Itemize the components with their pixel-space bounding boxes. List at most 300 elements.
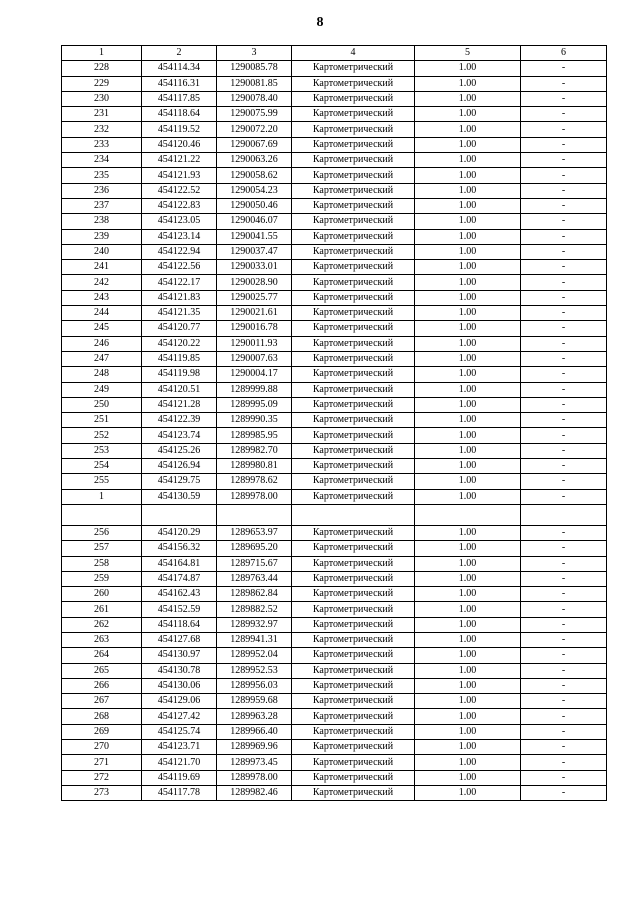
method-cell: Картометрический bbox=[292, 306, 415, 321]
accuracy-cell bbox=[415, 504, 521, 525]
point-number-cell: 234 bbox=[62, 153, 142, 168]
header-row bbox=[62, 46, 607, 61]
method-cell: Картометрический bbox=[292, 397, 415, 412]
point-number-cell: 251 bbox=[62, 413, 142, 428]
method-cell: Картометрический bbox=[292, 459, 415, 474]
point-number-cell: 237 bbox=[62, 198, 142, 213]
accuracy-cell: 1.00 bbox=[415, 244, 521, 259]
x-coordinate-cell: 454121.83 bbox=[142, 290, 217, 305]
table-row bbox=[62, 571, 607, 586]
point-number-cell: 244 bbox=[62, 306, 142, 321]
accuracy-cell: 1.00 bbox=[415, 459, 521, 474]
method-cell: Картометрический bbox=[292, 428, 415, 443]
method-cell: Картометрический bbox=[292, 602, 415, 617]
note-cell: - bbox=[521, 275, 607, 290]
note-cell: - bbox=[521, 122, 607, 137]
point-number-cell: 260 bbox=[62, 587, 142, 602]
note-cell: - bbox=[521, 556, 607, 571]
note-cell: - bbox=[521, 183, 607, 198]
note-cell: - bbox=[521, 76, 607, 91]
table-row bbox=[62, 428, 607, 443]
point-number-cell: 254 bbox=[62, 459, 142, 474]
y-coordinate-cell: 1289978.00 bbox=[217, 770, 292, 785]
note-cell: - bbox=[521, 367, 607, 382]
x-coordinate-cell: 454121.35 bbox=[142, 306, 217, 321]
x-coordinate-cell: 454123.71 bbox=[142, 740, 217, 755]
x-coordinate-cell: 454129.06 bbox=[142, 694, 217, 709]
note-cell: - bbox=[521, 663, 607, 678]
y-coordinate-cell: 1290085.78 bbox=[217, 61, 292, 76]
x-coordinate-cell: 454152.59 bbox=[142, 602, 217, 617]
point-number-cell: 263 bbox=[62, 632, 142, 647]
header-cell-col-4: 4 bbox=[292, 46, 415, 61]
y-coordinate-cell: 1289695.20 bbox=[217, 541, 292, 556]
table-row bbox=[62, 351, 607, 366]
accuracy-cell: 1.00 bbox=[415, 587, 521, 602]
accuracy-cell: 1.00 bbox=[415, 443, 521, 458]
x-coordinate-cell: 454156.32 bbox=[142, 541, 217, 556]
accuracy-cell: 1.00 bbox=[415, 198, 521, 213]
table-row bbox=[62, 556, 607, 571]
x-coordinate-cell: 454122.94 bbox=[142, 244, 217, 259]
table-row bbox=[62, 336, 607, 351]
accuracy-cell: 1.00 bbox=[415, 183, 521, 198]
point-number-cell: 247 bbox=[62, 351, 142, 366]
table-row bbox=[62, 244, 607, 259]
accuracy-cell: 1.00 bbox=[415, 413, 521, 428]
table-row bbox=[62, 694, 607, 709]
y-coordinate-cell: 1289973.45 bbox=[217, 755, 292, 770]
method-cell: Картометрический bbox=[292, 336, 415, 351]
accuracy-cell: 1.00 bbox=[415, 214, 521, 229]
note-cell: - bbox=[521, 137, 607, 152]
x-coordinate-cell: 454130.06 bbox=[142, 678, 217, 693]
y-coordinate-cell: 1290072.20 bbox=[217, 122, 292, 137]
page-number: 8 bbox=[316, 15, 324, 30]
table-header bbox=[62, 46, 607, 61]
y-coordinate-cell: 1290021.61 bbox=[217, 306, 292, 321]
x-coordinate-cell: 454123.14 bbox=[142, 229, 217, 244]
accuracy-cell: 1.00 bbox=[415, 275, 521, 290]
method-cell: Картометрический bbox=[292, 382, 415, 397]
note-cell: - bbox=[521, 694, 607, 709]
table-row bbox=[62, 290, 607, 305]
y-coordinate-cell: 1289995.09 bbox=[217, 397, 292, 412]
table-row bbox=[62, 122, 607, 137]
table-row bbox=[62, 459, 607, 474]
method-cell: Картометрический bbox=[292, 587, 415, 602]
method-cell: Картометрический bbox=[292, 321, 415, 336]
note-cell: - bbox=[521, 571, 607, 586]
y-coordinate-cell: 1290004.17 bbox=[217, 367, 292, 382]
table-row bbox=[62, 367, 607, 382]
method-cell: Картометрический bbox=[292, 571, 415, 586]
point-number-cell: 231 bbox=[62, 107, 142, 122]
note-cell: - bbox=[521, 474, 607, 489]
point-number-cell: 249 bbox=[62, 382, 142, 397]
y-coordinate-cell: 1290078.40 bbox=[217, 91, 292, 106]
accuracy-cell: 1.00 bbox=[415, 785, 521, 800]
table-row bbox=[62, 91, 607, 106]
y-coordinate-cell: 1290063.26 bbox=[217, 153, 292, 168]
accuracy-cell: 1.00 bbox=[415, 632, 521, 647]
y-coordinate-cell: 1289862.84 bbox=[217, 587, 292, 602]
point-number-cell: 257 bbox=[62, 541, 142, 556]
point-number-cell: 265 bbox=[62, 663, 142, 678]
y-coordinate-cell: 1289959.68 bbox=[217, 694, 292, 709]
accuracy-cell: 1.00 bbox=[415, 367, 521, 382]
x-coordinate-cell: 454127.42 bbox=[142, 709, 217, 724]
method-cell: Картометрический bbox=[292, 153, 415, 168]
y-coordinate-cell: 1290050.46 bbox=[217, 198, 292, 213]
x-coordinate-cell: 454127.68 bbox=[142, 632, 217, 647]
table-row bbox=[62, 321, 607, 336]
method-cell: Картометрический bbox=[292, 663, 415, 678]
table-row bbox=[62, 443, 607, 458]
method-cell: Картометрический bbox=[292, 351, 415, 366]
table-row bbox=[62, 260, 607, 275]
y-coordinate-cell: 1290067.69 bbox=[217, 137, 292, 152]
x-coordinate-cell bbox=[142, 504, 217, 525]
header-cell-col-2: 2 bbox=[142, 46, 217, 61]
note-cell: - bbox=[521, 336, 607, 351]
point-number-cell: 245 bbox=[62, 321, 142, 336]
note-cell: - bbox=[521, 214, 607, 229]
method-cell: Картометрический bbox=[292, 168, 415, 183]
x-coordinate-cell: 454117.85 bbox=[142, 91, 217, 106]
note-cell: - bbox=[521, 602, 607, 617]
table-row bbox=[62, 168, 607, 183]
accuracy-cell: 1.00 bbox=[415, 260, 521, 275]
x-coordinate-cell: 454174.87 bbox=[142, 571, 217, 586]
accuracy-cell: 1.00 bbox=[415, 397, 521, 412]
note-cell: - bbox=[521, 740, 607, 755]
point-number-cell: 273 bbox=[62, 785, 142, 800]
point-number-cell: 233 bbox=[62, 137, 142, 152]
y-coordinate-cell: 1289982.46 bbox=[217, 785, 292, 800]
accuracy-cell: 1.00 bbox=[415, 306, 521, 321]
method-cell: Картометрический bbox=[292, 694, 415, 709]
accuracy-cell: 1.00 bbox=[415, 678, 521, 693]
point-number-cell bbox=[62, 504, 142, 525]
y-coordinate-cell: 1290075.99 bbox=[217, 107, 292, 122]
point-number-cell: 228 bbox=[62, 61, 142, 76]
note-cell: - bbox=[521, 489, 607, 504]
note-cell: - bbox=[521, 168, 607, 183]
y-coordinate-cell: 1289941.31 bbox=[217, 632, 292, 647]
point-number-cell: 268 bbox=[62, 709, 142, 724]
y-coordinate-cell: 1290081.85 bbox=[217, 76, 292, 91]
accuracy-cell: 1.00 bbox=[415, 351, 521, 366]
accuracy-cell: 1.00 bbox=[415, 755, 521, 770]
y-coordinate-cell: 1290041.55 bbox=[217, 229, 292, 244]
point-number-cell: 270 bbox=[62, 740, 142, 755]
separator-row bbox=[62, 504, 607, 525]
x-coordinate-cell: 454121.70 bbox=[142, 755, 217, 770]
accuracy-cell: 1.00 bbox=[415, 541, 521, 556]
accuracy-cell: 1.00 bbox=[415, 153, 521, 168]
method-cell: Картометрический bbox=[292, 541, 415, 556]
table-row bbox=[62, 413, 607, 428]
note-cell: - bbox=[521, 632, 607, 647]
accuracy-cell: 1.00 bbox=[415, 770, 521, 785]
method-cell: Картометрический bbox=[292, 107, 415, 122]
method-cell: Картометрический bbox=[292, 709, 415, 724]
method-cell: Картометрический bbox=[292, 91, 415, 106]
y-coordinate-cell: 1289763.44 bbox=[217, 571, 292, 586]
point-number-cell: 269 bbox=[62, 724, 142, 739]
note-cell: - bbox=[521, 724, 607, 739]
y-coordinate-cell: 1289978.62 bbox=[217, 474, 292, 489]
table-row bbox=[62, 275, 607, 290]
x-coordinate-cell: 454120.29 bbox=[142, 525, 217, 540]
note-cell: - bbox=[521, 755, 607, 770]
table-row bbox=[62, 183, 607, 198]
x-coordinate-cell: 454164.81 bbox=[142, 556, 217, 571]
method-cell: Картометрический bbox=[292, 214, 415, 229]
note-cell: - bbox=[521, 428, 607, 443]
x-coordinate-cell: 454119.69 bbox=[142, 770, 217, 785]
x-coordinate-cell: 454130.97 bbox=[142, 648, 217, 663]
method-cell: Картометрический bbox=[292, 724, 415, 739]
x-coordinate-cell: 454120.77 bbox=[142, 321, 217, 336]
note-cell: - bbox=[521, 587, 607, 602]
table-row bbox=[62, 107, 607, 122]
accuracy-cell: 1.00 bbox=[415, 107, 521, 122]
header-cell-col-3: 3 bbox=[217, 46, 292, 61]
table-row bbox=[62, 525, 607, 540]
method-cell: Картометрический bbox=[292, 367, 415, 382]
y-coordinate-cell: 1290033.01 bbox=[217, 260, 292, 275]
method-cell: Картометрический bbox=[292, 198, 415, 213]
note-cell: - bbox=[521, 306, 607, 321]
point-number-cell: 1 bbox=[62, 489, 142, 504]
note-cell: - bbox=[521, 260, 607, 275]
method-cell: Картометрический bbox=[292, 122, 415, 137]
note-cell bbox=[521, 504, 607, 525]
method-cell: Картометрический bbox=[292, 275, 415, 290]
x-coordinate-cell: 454125.74 bbox=[142, 724, 217, 739]
method-cell: Картометрический bbox=[292, 678, 415, 693]
x-coordinate-cell: 454120.46 bbox=[142, 137, 217, 152]
note-cell: - bbox=[521, 153, 607, 168]
note-cell: - bbox=[521, 91, 607, 106]
table-row bbox=[62, 397, 607, 412]
x-coordinate-cell: 454119.98 bbox=[142, 367, 217, 382]
accuracy-cell: 1.00 bbox=[415, 137, 521, 152]
accuracy-cell: 1.00 bbox=[415, 740, 521, 755]
table-body bbox=[62, 61, 607, 801]
note-cell: - bbox=[521, 198, 607, 213]
accuracy-cell: 1.00 bbox=[415, 648, 521, 663]
method-cell: Картометрический bbox=[292, 76, 415, 91]
accuracy-cell: 1.00 bbox=[415, 122, 521, 137]
point-number-cell: 243 bbox=[62, 290, 142, 305]
table-row bbox=[62, 740, 607, 755]
method-cell: Картометрический bbox=[292, 785, 415, 800]
point-number-cell: 238 bbox=[62, 214, 142, 229]
y-coordinate-cell bbox=[217, 504, 292, 525]
x-coordinate-cell: 454122.52 bbox=[142, 183, 217, 198]
point-number-cell: 242 bbox=[62, 275, 142, 290]
note-cell: - bbox=[521, 541, 607, 556]
point-number-cell: 255 bbox=[62, 474, 142, 489]
y-coordinate-cell: 1289952.53 bbox=[217, 663, 292, 678]
x-coordinate-cell: 454130.59 bbox=[142, 489, 217, 504]
table-row bbox=[62, 709, 607, 724]
note-cell: - bbox=[521, 443, 607, 458]
table-row bbox=[62, 541, 607, 556]
y-coordinate-cell: 1289969.96 bbox=[217, 740, 292, 755]
note-cell: - bbox=[521, 351, 607, 366]
table-row bbox=[62, 785, 607, 800]
x-coordinate-cell: 454121.22 bbox=[142, 153, 217, 168]
method-cell: Картометрический bbox=[292, 244, 415, 259]
x-coordinate-cell: 454122.39 bbox=[142, 413, 217, 428]
y-coordinate-cell: 1289985.95 bbox=[217, 428, 292, 443]
y-coordinate-cell: 1289952.04 bbox=[217, 648, 292, 663]
accuracy-cell: 1.00 bbox=[415, 382, 521, 397]
method-cell: Картометрический bbox=[292, 290, 415, 305]
table-row bbox=[62, 229, 607, 244]
table-row bbox=[62, 61, 607, 76]
note-cell: - bbox=[521, 785, 607, 800]
method-cell: Картометрический bbox=[292, 755, 415, 770]
accuracy-cell: 1.00 bbox=[415, 694, 521, 709]
y-coordinate-cell: 1289999.88 bbox=[217, 382, 292, 397]
point-number-cell: 256 bbox=[62, 525, 142, 540]
table-row bbox=[62, 489, 607, 504]
table-row bbox=[62, 770, 607, 785]
x-coordinate-cell: 454117.78 bbox=[142, 785, 217, 800]
point-number-cell: 267 bbox=[62, 694, 142, 709]
method-cell: Картометрический bbox=[292, 556, 415, 571]
accuracy-cell: 1.00 bbox=[415, 168, 521, 183]
accuracy-cell: 1.00 bbox=[415, 91, 521, 106]
y-coordinate-cell: 1290037.47 bbox=[217, 244, 292, 259]
point-number-cell: 241 bbox=[62, 260, 142, 275]
x-coordinate-cell: 454120.22 bbox=[142, 336, 217, 351]
note-cell: - bbox=[521, 459, 607, 474]
accuracy-cell: 1.00 bbox=[415, 489, 521, 504]
accuracy-cell: 1.00 bbox=[415, 474, 521, 489]
accuracy-cell: 1.00 bbox=[415, 290, 521, 305]
x-coordinate-cell: 454122.83 bbox=[142, 198, 217, 213]
table-row bbox=[62, 382, 607, 397]
point-number-cell: 236 bbox=[62, 183, 142, 198]
x-coordinate-cell: 454116.31 bbox=[142, 76, 217, 91]
point-number-cell: 230 bbox=[62, 91, 142, 106]
accuracy-cell: 1.00 bbox=[415, 709, 521, 724]
accuracy-cell: 1.00 bbox=[415, 617, 521, 632]
table-row bbox=[62, 617, 607, 632]
x-coordinate-cell: 454121.28 bbox=[142, 397, 217, 412]
x-coordinate-cell: 454129.75 bbox=[142, 474, 217, 489]
table-row bbox=[62, 663, 607, 678]
y-coordinate-cell: 1289932.97 bbox=[217, 617, 292, 632]
method-cell: Картометрический bbox=[292, 474, 415, 489]
table-row bbox=[62, 474, 607, 489]
coordinates-table bbox=[61, 45, 607, 801]
note-cell: - bbox=[521, 678, 607, 693]
point-number-cell: 261 bbox=[62, 602, 142, 617]
accuracy-cell: 1.00 bbox=[415, 76, 521, 91]
y-coordinate-cell: 1289653.97 bbox=[217, 525, 292, 540]
y-coordinate-cell: 1290054.23 bbox=[217, 183, 292, 198]
y-coordinate-cell: 1289978.00 bbox=[217, 489, 292, 504]
accuracy-cell: 1.00 bbox=[415, 61, 521, 76]
method-cell: Картометрический bbox=[292, 137, 415, 152]
x-coordinate-cell: 454126.94 bbox=[142, 459, 217, 474]
note-cell: - bbox=[521, 709, 607, 724]
y-coordinate-cell: 1290011.93 bbox=[217, 336, 292, 351]
note-cell: - bbox=[521, 648, 607, 663]
y-coordinate-cell: 1289882.52 bbox=[217, 602, 292, 617]
note-cell: - bbox=[521, 107, 607, 122]
method-cell: Картометрический bbox=[292, 183, 415, 198]
method-cell: Картометрический bbox=[292, 648, 415, 663]
point-number-cell: 229 bbox=[62, 76, 142, 91]
table-row bbox=[62, 198, 607, 213]
x-coordinate-cell: 454120.51 bbox=[142, 382, 217, 397]
note-cell: - bbox=[521, 244, 607, 259]
x-coordinate-cell: 454114.34 bbox=[142, 61, 217, 76]
note-cell: - bbox=[521, 413, 607, 428]
y-coordinate-cell: 1290007.63 bbox=[217, 351, 292, 366]
point-number-cell: 232 bbox=[62, 122, 142, 137]
accuracy-cell: 1.00 bbox=[415, 602, 521, 617]
point-number-cell: 253 bbox=[62, 443, 142, 458]
x-coordinate-cell: 454123.74 bbox=[142, 428, 217, 443]
method-cell: Картометрический bbox=[292, 489, 415, 504]
method-cell: Картометрический bbox=[292, 413, 415, 428]
method-cell: Картометрический bbox=[292, 229, 415, 244]
point-number-cell: 239 bbox=[62, 229, 142, 244]
note-cell: - bbox=[521, 770, 607, 785]
table-row bbox=[62, 648, 607, 663]
note-cell: - bbox=[521, 617, 607, 632]
method-cell: Картометрический bbox=[292, 617, 415, 632]
accuracy-cell: 1.00 bbox=[415, 571, 521, 586]
table-row bbox=[62, 306, 607, 321]
note-cell: - bbox=[521, 397, 607, 412]
method-cell bbox=[292, 504, 415, 525]
x-coordinate-cell: 454118.64 bbox=[142, 107, 217, 122]
y-coordinate-cell: 1290046.07 bbox=[217, 214, 292, 229]
method-cell: Картометрический bbox=[292, 770, 415, 785]
note-cell: - bbox=[521, 382, 607, 397]
y-coordinate-cell: 1290028.90 bbox=[217, 275, 292, 290]
table-row bbox=[62, 587, 607, 602]
header-cell-col-1: 1 bbox=[62, 46, 142, 61]
x-coordinate-cell: 454121.93 bbox=[142, 168, 217, 183]
point-number-cell: 252 bbox=[62, 428, 142, 443]
y-coordinate-cell: 1290058.62 bbox=[217, 168, 292, 183]
point-number-cell: 259 bbox=[62, 571, 142, 586]
header-cell-col-5: 5 bbox=[415, 46, 521, 61]
point-number-cell: 264 bbox=[62, 648, 142, 663]
x-coordinate-cell: 454122.17 bbox=[142, 275, 217, 290]
point-number-cell: 240 bbox=[62, 244, 142, 259]
y-coordinate-cell: 1289963.28 bbox=[217, 709, 292, 724]
note-cell: - bbox=[521, 525, 607, 540]
method-cell: Картометрический bbox=[292, 525, 415, 540]
y-coordinate-cell: 1289956.03 bbox=[217, 678, 292, 693]
point-number-cell: 246 bbox=[62, 336, 142, 351]
x-coordinate-cell: 454162.43 bbox=[142, 587, 217, 602]
point-number-cell: 271 bbox=[62, 755, 142, 770]
table-row bbox=[62, 678, 607, 693]
